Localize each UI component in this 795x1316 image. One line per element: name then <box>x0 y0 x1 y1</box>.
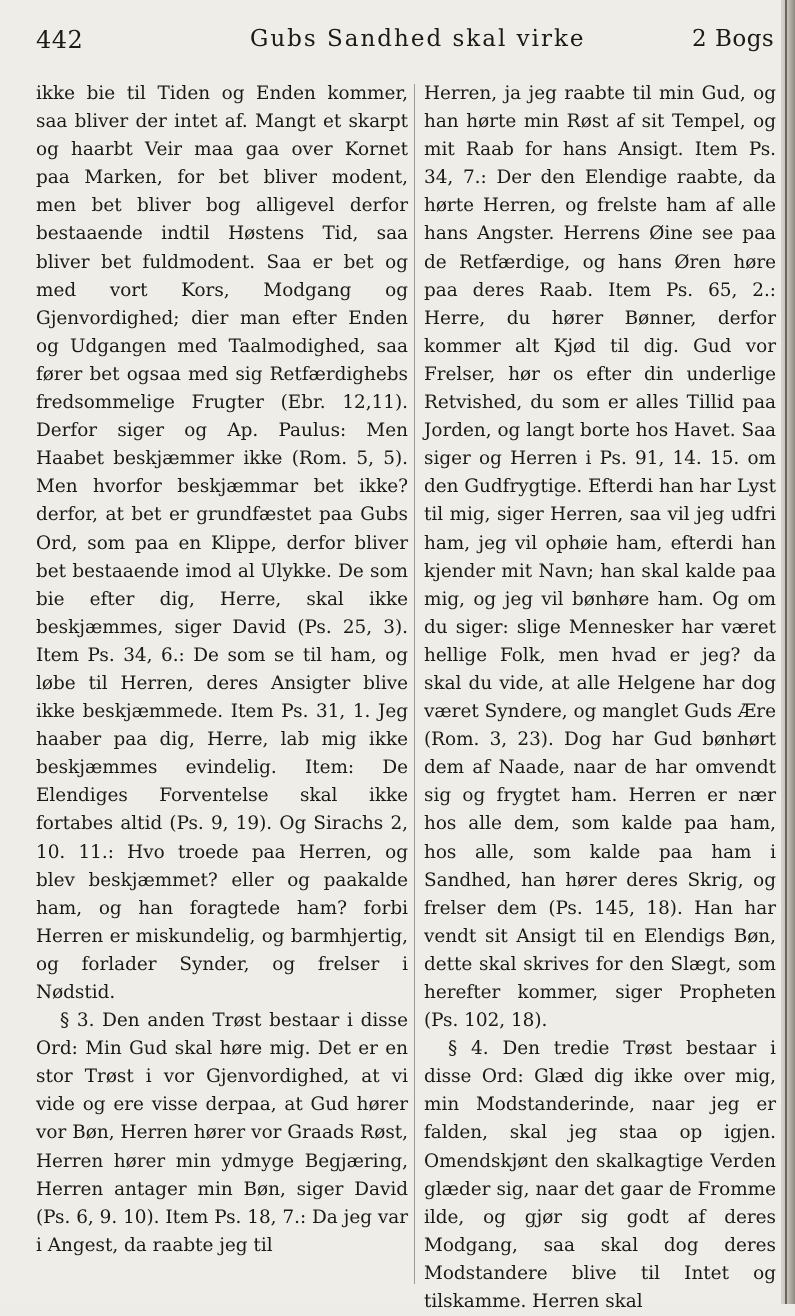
left-column <box>36 80 408 1300</box>
right-column <box>424 80 776 1313</box>
page-number: 442 <box>36 26 84 54</box>
book-signature: 2 Bogs <box>692 26 775 52</box>
right-paragraph-2: § 4. Den tredie Trøst bestaar i disse Ord: Glæd dig ikke over mig, min Modstanderinde, naar jeg er falden, skal jeg staa op igjen. Omendskjønt den skalkagtige Verden glæder sig, naar det gaar de Fromme ilde, og gjør sig godt af deres Modgang, saa skal dog deres Modstandere blive til Intet og tilskamme. Herren skal <box>424 1038 776 1313</box>
left-paragraph-1: ikke bie til Tiden og Enden kommer, saa bliver der intet af. Mangt et skarpt og haarbt Veir maa gaa over Kornet paa Marken, for bet bliver modent, men bet bliver bog alligevel derfor bestaaende indtil Høstens Tid, saa bliver bet fuldmodent. Saa er bet og med vort Kors, Modgang og Gjenvordighed; dier man efter Enden og Udgangen med Taalmodighed, saa fører bet ogsaa med sig Retfærdighebs fredsommelige Frugter (Ebr. 12,11). Derfor siger og Ap. Paulus: Men Haabet beskjæmmer ikke (Rom. 5, 5). Men hvorfor beskjæmmar bet ikke? derfor, at bet er grundfæstet paa Gubs Ord, som paa en Klippe, derfor bliver bet bestaaende imod al Ulykke. De som bie efter dig, Herre, skal ikke beskjæmmes, siger David (Ps. 25, 3). Item Ps. 34, 6.: De som se til ham, og løbe til Herren, deres Ansigter blive ikke beskjæmmede. Item Ps. 31, 1. Jeg haaber paa dig, Herre, lab mig ikke beskjæmmes evindelig. Item: De Elendiges Forventelse skal ikke fortabes altid (Ps. 9, 19). Og Sirachs 2, 10. 11.: Hvo troede paa Herren, og blev beskjæmmet? eller og paakalde ham, og han foragtede ham? forbi Herren er miskundelig, og barmhjertig, og forlader Synder, og frelser i Nødstid. <box>36 83 408 1003</box>
running-header <box>36 14 776 64</box>
page-binding-edge <box>781 0 795 1304</box>
page-edge-line <box>785 0 787 1304</box>
column-divider <box>414 84 415 1284</box>
running-title: Gubs Sandhed skal virke <box>250 26 586 52</box>
left-paragraph-2: § 3. Den anden Trøst bestaar i disse Ord: Min Gud skal høre mig. Det er en stor Trøst i vor Gjenvordighed, at vi vide og ere visse derpaa, at Gud hører vor Bøn, Herren hører vor Graads Røst, Herren hører min ydmyge Begjæring, Herren antager min Bøn, siger David (Ps. 6, 9. 10). Item Ps. 18, 7.: Da jeg var i Angest, da raabte jeg til <box>36 1010 408 1256</box>
right-paragraph-1: Herren, ja jeg raabte til min Gud, og han hørte min Røst af sit Tempel, og mit Raab for hans Ansigt. Item Ps. 34, 7.: Der den Elendige raabte, da hørte Herren, og frelste ham af alle hans Angster. Herrens Øine see paa de Retfærdige, og hans Øren høre paa deres Raab. Item Ps. 65, 2.: Herre, du hører Bønner, derfor kommer alt Kjød til dig. Gud vor Frelser, hør os efter din underlige Retvished, du som er alles Tillid paa Jorden, og langt borte hos Havet. Saa siger og Herren i Ps. 91, 14. 15. om den Gudfrygtige. Efterdi han har Lyst til mig, siger Herren, saa vil jeg udfri ham, jeg vil ophøie ham, efterdi han kjender mit Navn; han skal kalde paa mig, og jeg vil bønhøre ham. Og om du siger: slige Mennesker har været hellige Folk, men hvad er jeg? da skal du vide, at alle Helgene har dog været Syndere, og manglet Guds Ære (Rom. 3, 23). Dog har Gud bønhørt dem af Naade, naar de har omvendt sig og frygtet ham. Herren er nær hos alle dem, som kalde paa ham, hos alle, som kalde paa ham i Sandhed, han hører deres Skrig, og frelser dem (Ps. 145, 18). Han har vendt sit Ansigt til en Elendigs Bøn, dette skal skrives for den Slægt, som herefter kommer, siger Propheten (Ps. 102, 18). <box>424 83 776 1032</box>
